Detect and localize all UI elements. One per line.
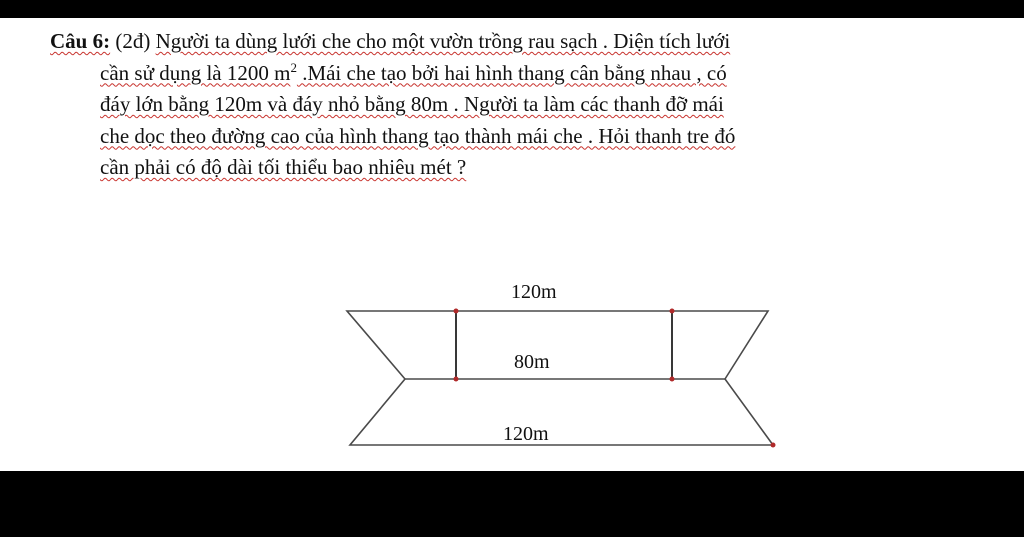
top-base-label: 120m [511,281,557,303]
exponent: 2 [290,59,297,75]
question-points: (2đ) [115,29,151,53]
point-right-bottom [670,377,675,382]
upper-trapezoid [347,311,768,379]
point-left-top [454,309,459,314]
trapezoid-svg [0,18,1024,471]
problem-line-4-text: che dọc theo đường cao của hình thang tạo thành mái che . Hỏi thanh tre đó [100,123,736,148]
problem-line-1-text: Người ta dùng lưới che cho một vườn trồng rau sạch . Diện tích lưới [155,29,731,53]
lower-trapezoid [350,379,773,445]
top-black-bar [0,0,1024,18]
point-right-top [670,309,675,314]
document-page [0,18,1024,471]
question-label: Câu 6: [50,29,111,53]
problem-line-3-text: đáy lớn bằng 120m và đáy nhỏ bằng 80m . Người ta làm các thanh đỡ mái [100,92,724,116]
middle-base-label: 80m [514,351,550,373]
problem-line-5-text: cần phải có độ dài tối thiểu bao nhiêu mét ? [100,155,467,179]
point-bottom-right-corner [771,443,776,448]
problem-line-2-text-a: cần sử dụng là 1200 m [100,60,291,85]
bottom-black-bar [0,471,1024,537]
trapezoid-diagram [0,18,1024,471]
problem-line-2-text-b: .Mái che tạo bởi hai hình thang cân bằng nhau , có [296,60,727,85]
bottom-base-label: 120m [503,423,549,445]
point-left-bottom [454,377,459,382]
